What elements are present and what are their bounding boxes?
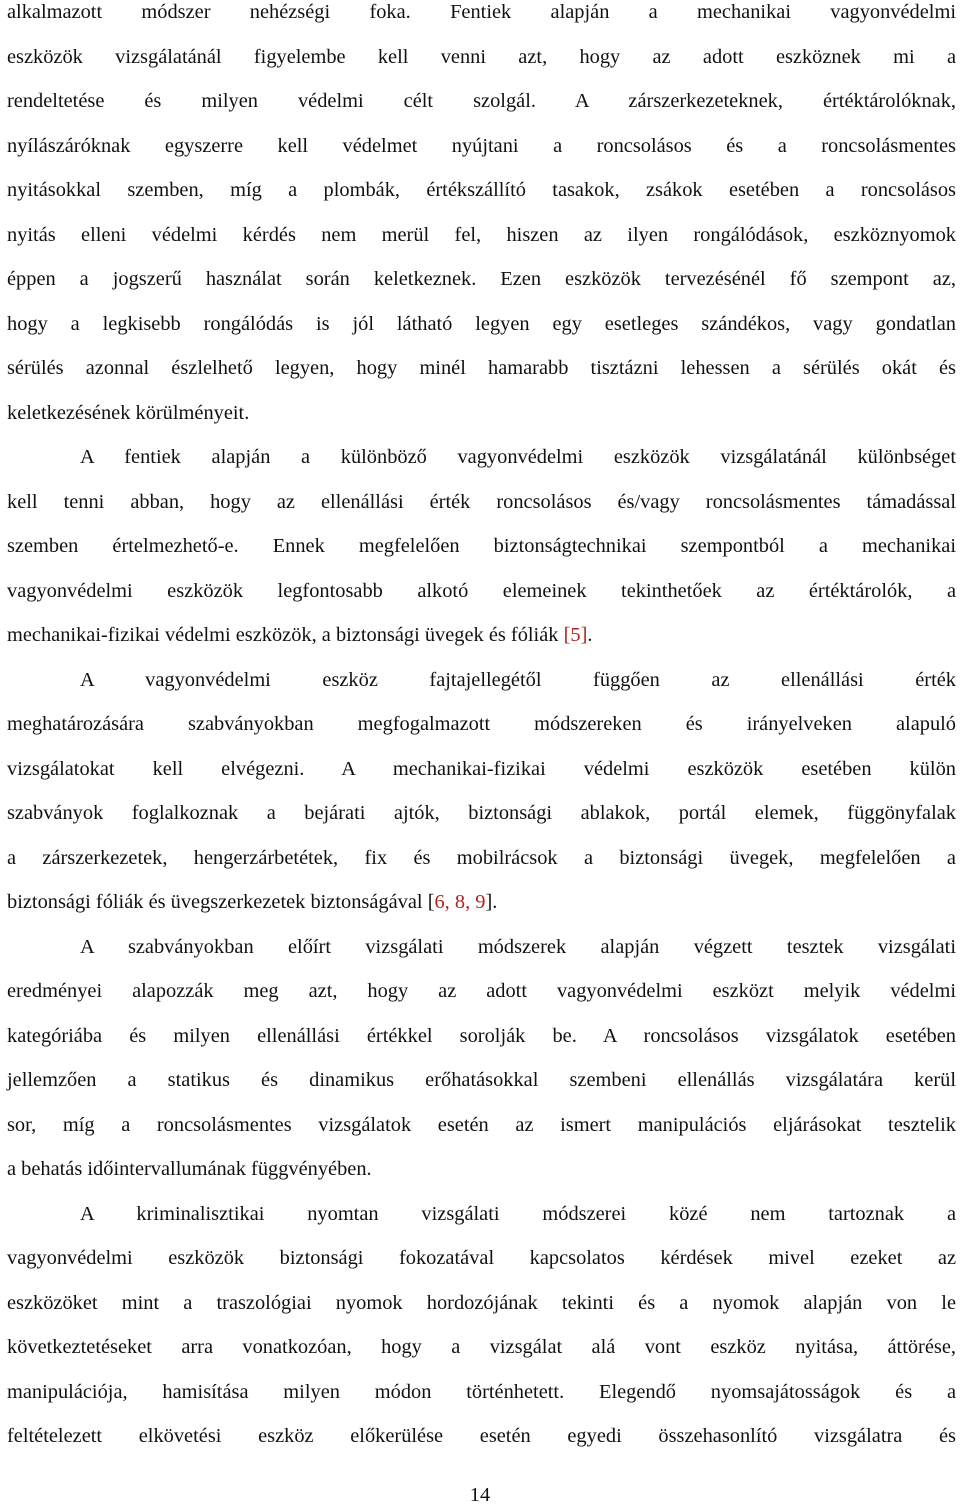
text-line: vagyonvédelmi eszközök legfontosabb alkotó elemeinek tekinthetőek az értéktárolók, a <box>7 580 956 602</box>
text-line: A fentiek alapján a különböző vagyonvédelmi eszközök vizsgálatánál különbséget <box>80 446 956 468</box>
text-line: éppen a jogszerű használat során keletkeznek. Ezen eszközök tervezésénél fő szempont az, <box>7 268 956 290</box>
text-line: vizsgálatokat kell elvégezni. A mechanikai-fizikai védelmi eszközök esetében külön <box>7 758 956 780</box>
text-line: nyitásokkal szemben, míg a plombák, értékszállító tasakok, zsákok esetében a roncsolásos <box>7 179 956 201</box>
text-line: manipulációja, hamisítása milyen módon történhetett. Elegendő nyomsajátosságok és a <box>7 1381 956 1403</box>
text-line <box>7 887 956 917</box>
text-line: a zárszerkezetek, hengerzárbetétek, fix és mobilrácsok a biztonsági üvegek, megfelelően a <box>7 847 956 869</box>
text-line: sor, míg a roncsolásmentes vizsgálatok esetén az ismert manipulációs eljárásokat tesztelik <box>7 1114 956 1136</box>
text-line-content: biztonsági fóliák és üvegszerkezetek biztonságával <box>7 891 428 913</box>
text-line: A vagyonvédelmi eszköz fajtajellegétől függően az ellenállási érték <box>80 669 956 691</box>
text-line: eszközök vizsgálatánál figyelembe kell venni azt, hogy az adott eszköznek mi a <box>7 46 956 68</box>
text-line-content: mechanikai-fizikai védelmi eszközök, a biztonsági üvegek és fóliák <box>7 624 564 646</box>
text-line: jellemzően a statikus és dinamikus erőhatásokkal szembeni ellenállás vizsgálatára kerül <box>7 1069 956 1091</box>
text-line-end: ]. <box>485 891 498 913</box>
text-line <box>7 620 956 650</box>
citation-link[interactable]: [5] <box>563 624 588 646</box>
text-line: A kriminalisztikai nyomtan vizsgálati módszerei közé nem tartoznak a <box>80 1203 956 1225</box>
page-number: 14 <box>469 1484 491 1506</box>
text-line: A szabványokban előírt vizsgálati módszerek alapján végzett tesztek vizsgálati <box>80 936 956 958</box>
text-line: rendeltetése és milyen védelmi célt szolgál. A zárszerkezeteknek, értéktárolóknak, <box>7 90 956 112</box>
text-line: nyílászáróknak egyszerre kell védelmet nyújtani a roncsolásos és a roncsolásmentes <box>7 135 956 157</box>
text-line-end: . <box>587 624 593 646</box>
text-line: kategóriába és milyen ellenállási értékkel sorolják be. A roncsolásos vizsgálatok esetében <box>7 1025 956 1047</box>
text-line: keletkezésének körülményeit. <box>7 402 250 424</box>
text-line: nyitás elleni védelmi kérdés nem merül fel, hiszen az ilyen rongálódások, eszköznyomok <box>7 224 956 246</box>
text-line: alkalmazott módszer nehézségi foka. Fentiek alapján a mechanikai vagyonvédelmi <box>7 1 956 23</box>
text-line: szabványok foglalkoznak a bejárati ajtók, biztonsági ablakok, portál elemek, függönyfalak <box>7 802 956 824</box>
text-line: meghatározására szabványokban megfogalmazott módszereken és irányelveken alapuló <box>7 713 956 735</box>
text-line: a behatás időintervallumának függvényében. <box>7 1158 372 1180</box>
text-line: feltételezett elkövetési eszköz előkerülése esetén egyedi összehasonlító vizsgálatra és <box>7 1425 956 1447</box>
text-line: sérülés azonnal észlelhető legyen, hogy minél hamarabb tisztázni lehessen a sérülés okát és <box>7 357 956 379</box>
text-line: kell tenni abban, hogy az ellenállási érték roncsolásos és/vagy roncsolásmentes támadással <box>7 491 956 513</box>
text-line: eszközöket mint a traszológiai nyomok hordozójának tekinti és a nyomok alapján von le <box>7 1292 956 1314</box>
text-line: eredményei alapozzák meg azt, hogy az adott vagyonvédelmi eszközt melyik védelmi <box>7 980 956 1002</box>
text-line: hogy a legkisebb rongálódás is jól látható legyen egy esetleges szándékos, vagy gondatlan <box>7 313 956 335</box>
text-line: következtetéseket arra vonatkozóan, hogy a vizsgálat alá vont eszköz nyitása, áttörése, <box>7 1336 956 1358</box>
citation-open-bracket: [ <box>427 891 435 913</box>
text-line: szemben értelmezhető-e. Ennek megfelelően biztonságtechnikai szempontból a mechanikai <box>7 535 956 557</box>
citation-link[interactable]: 6, 8, 9 <box>434 891 486 913</box>
text-line: vagyonvédelmi eszközök biztonsági fokozatával kapcsolatos kérdések mivel ezeket az <box>7 1247 956 1269</box>
